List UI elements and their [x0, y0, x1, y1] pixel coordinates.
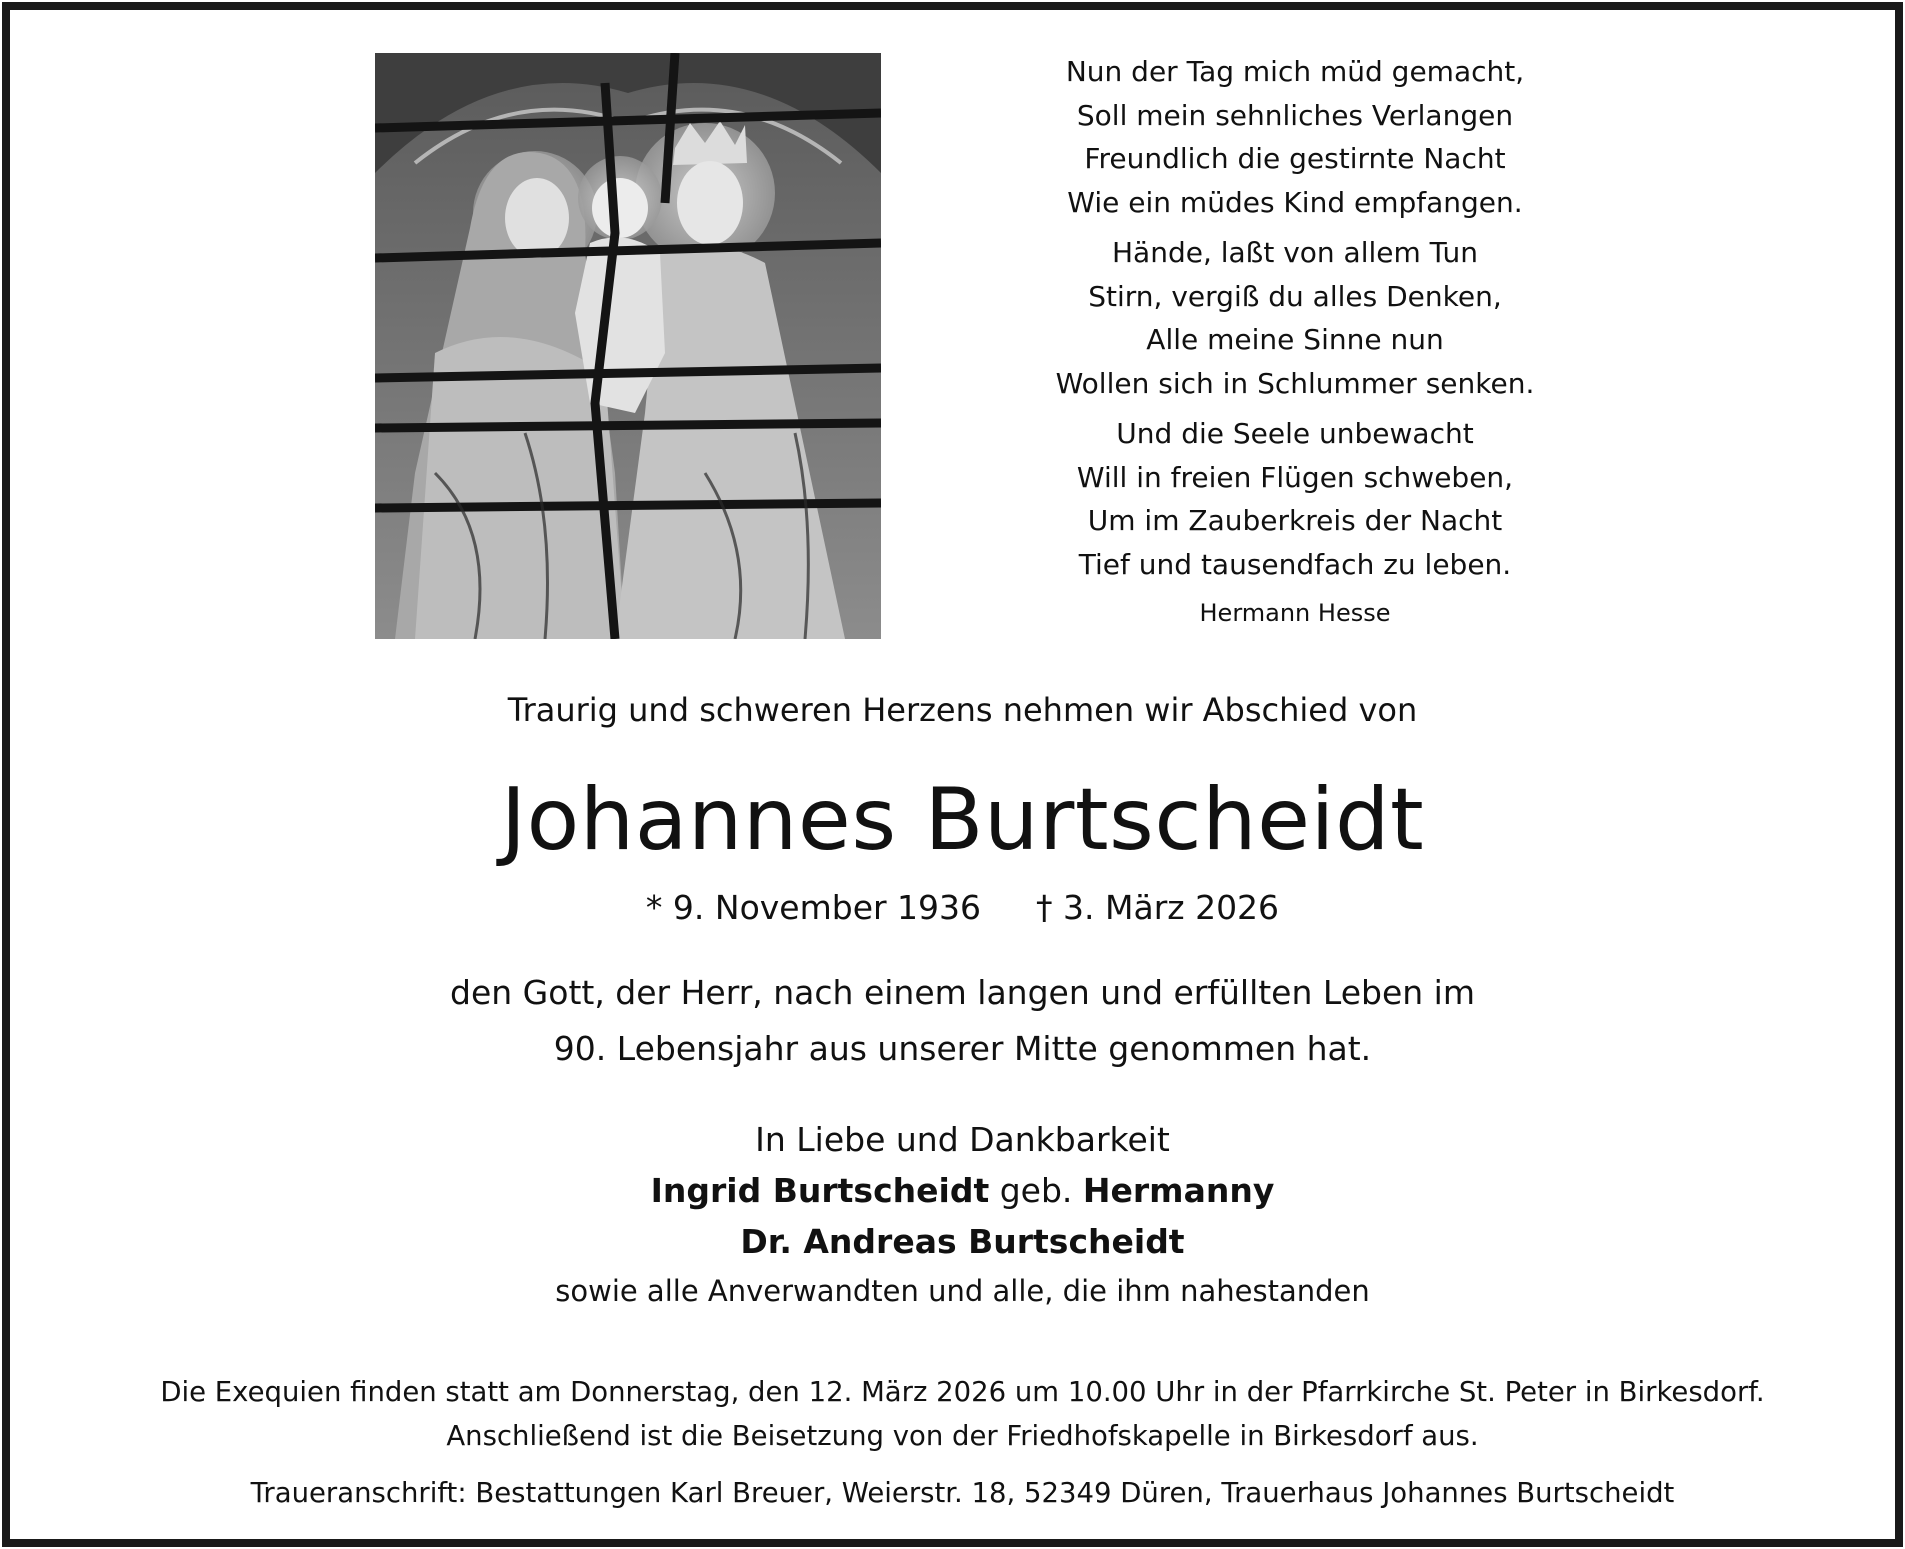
poem-line: Stirn, vergiß du alles Denken,: [1088, 279, 1502, 313]
exequies-line: Die Exequien finden statt am Donnerstag, den 12. März 2026 um 10.00 Uhr in der Pfarrkirche St. Peter in Birkesdorf.: [160, 1376, 1765, 1408]
poem-line: Will in freien Flügen schweben,: [1076, 460, 1514, 494]
poem-stanza-2: [1000, 231, 1590, 405]
poem-line: Hände, laßt von allem Tun: [1111, 236, 1479, 269]
notice-text-line: den Gott, der Herr, nach einem langen und erfüllten Leben im: [450, 973, 1475, 1012]
poem-stanza-1: [1000, 50, 1590, 224]
death-date: † 3. März 2026: [1036, 888, 1280, 927]
poem-line: Soll mein sehnliches Verlangen: [1076, 98, 1514, 132]
poem-line: Wie ein müdes Kind empfangen.: [1067, 185, 1523, 219]
relatives-text: sowie alle Anverwandten und alle, die ihm nahestanden: [555, 1274, 1370, 1308]
birth-date: * 9. November 1936: [645, 888, 982, 927]
poem-line: Nun der Tag mich müd gemacht,: [1065, 55, 1525, 88]
mourners: [10, 1114, 1905, 1267]
poem-line: Freundlich die gestirnte Nacht: [1084, 142, 1506, 175]
poem-line: Wollen sich in Schlummer senken.: [1055, 366, 1535, 400]
mourner-2-name: Dr. Andreas Burtscheidt: [740, 1222, 1185, 1261]
notice-text-line: 90. Lebensjahr aus unserer Mitte genommen hat.: [553, 1029, 1372, 1068]
poem-author: Hermann Hesse: [1199, 599, 1391, 627]
poem-stanza-3: [1000, 412, 1590, 586]
notice-text: [10, 965, 1905, 1077]
exequies-info: [10, 1370, 1905, 1458]
mourner-1-maiden-name: Hermanny: [1082, 1171, 1275, 1210]
life-dates: [10, 888, 1905, 927]
closing-text: In Liebe und Dankbarkeit: [755, 1120, 1170, 1159]
mourner-1: [10, 1165, 1905, 1216]
mourner-2: [10, 1216, 1905, 1267]
exequies-line: Anschließend ist die Beisetzung von der Friedhofskapelle in Birkesdorf aus.: [446, 1420, 1479, 1452]
obituary-frame: [2, 2, 1903, 1547]
deceased-name: Johannes Burtscheidt: [500, 770, 1425, 870]
poem: [1000, 50, 1590, 633]
mourning-address: Traueranschrift: Bestattungen Karl Breuer, Weierstr. 18, 52349 Düren, Trauerhaus Johannes Burtscheidt: [250, 1477, 1675, 1509]
poem-line: Alle meine Sinne nun: [1146, 323, 1444, 356]
intro-text: Traurig und schweren Herzens nehmen wir Abschied von: [507, 691, 1418, 729]
poem-line: Und die Seele unbewacht: [1116, 417, 1474, 450]
poem-line: Tief und tausendfach zu leben.: [1078, 547, 1512, 581]
poem-line: Um im Zauberkreis der Nacht: [1087, 504, 1503, 537]
mourner-1-geb: geb.: [999, 1171, 1073, 1210]
mourner-1-name: Ingrid Burtscheidt: [650, 1171, 990, 1210]
stained-glass-image: [375, 53, 881, 639]
